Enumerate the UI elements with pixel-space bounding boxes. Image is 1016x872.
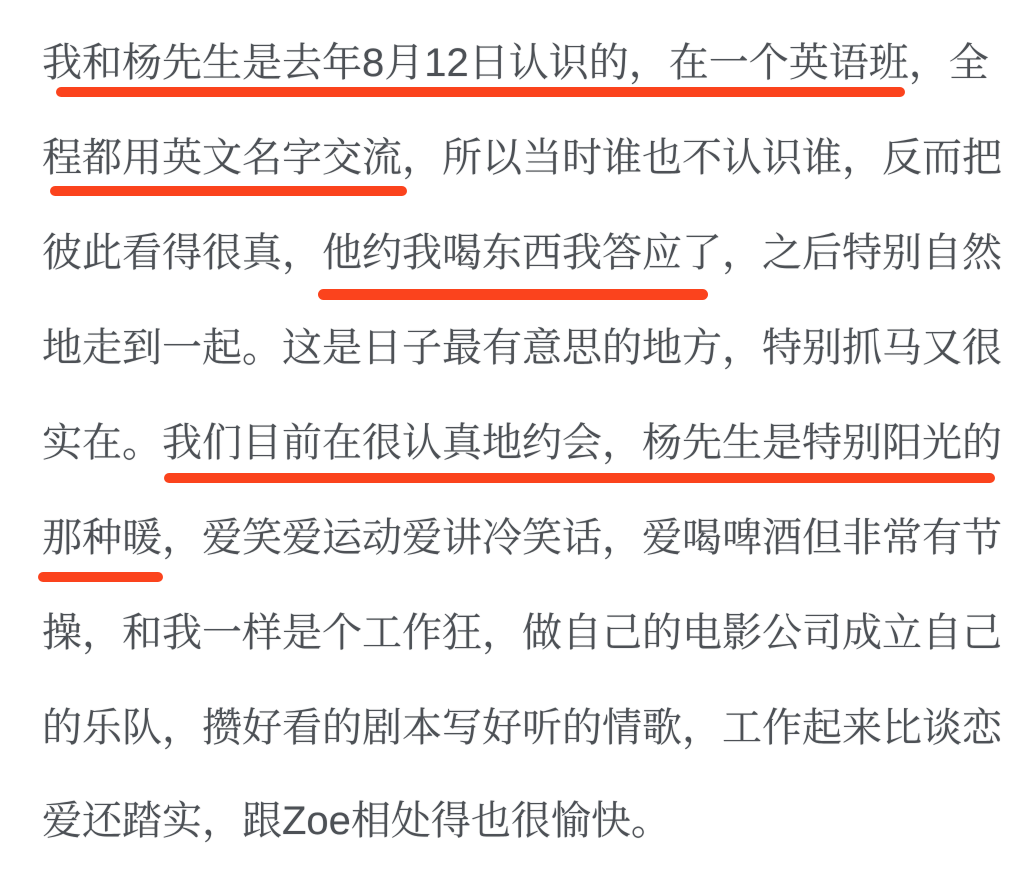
text-line-2: 程都用英文名字交流，所以当时谁也不认识谁，反而把 bbox=[42, 136, 1002, 180]
text-line-6: 那种暖，爱笑爱运动爱讲冷笑话，爱喝啤酒但非常有节 bbox=[42, 516, 1002, 560]
text-line-7: 操，和我一样是个工作狂，做自己的电影公司成立自己 bbox=[42, 611, 1002, 655]
text-line-8: 的乐队，攒好看的剧本写好听的情歌，工作起来比谈恋 bbox=[42, 706, 1002, 750]
red-underline-annotation-4 bbox=[164, 473, 995, 483]
red-underline-annotation-2 bbox=[50, 186, 407, 196]
text-line-3: 彼此看得很真，他约我喝东西我答应了，之后特别自然 bbox=[42, 231, 1002, 275]
text-line-9: 爱还踏实，跟Zoe相处得也很愉快。 bbox=[42, 799, 671, 843]
red-underline-annotation-3 bbox=[318, 289, 708, 300]
red-underline-annotation-1 bbox=[56, 87, 905, 97]
red-underline-annotation-5 bbox=[38, 572, 163, 582]
text-line-5: 实在。我们目前在很认真地约会，杨先生是特别阳光的 bbox=[42, 421, 1002, 465]
text-line-1: 我和杨先生是去年8月12日认识的，在一个英语班，全 bbox=[42, 41, 989, 85]
text-line-4: 地走到一起。这是日子最有意思的地方，特别抓马又很 bbox=[42, 326, 1002, 370]
